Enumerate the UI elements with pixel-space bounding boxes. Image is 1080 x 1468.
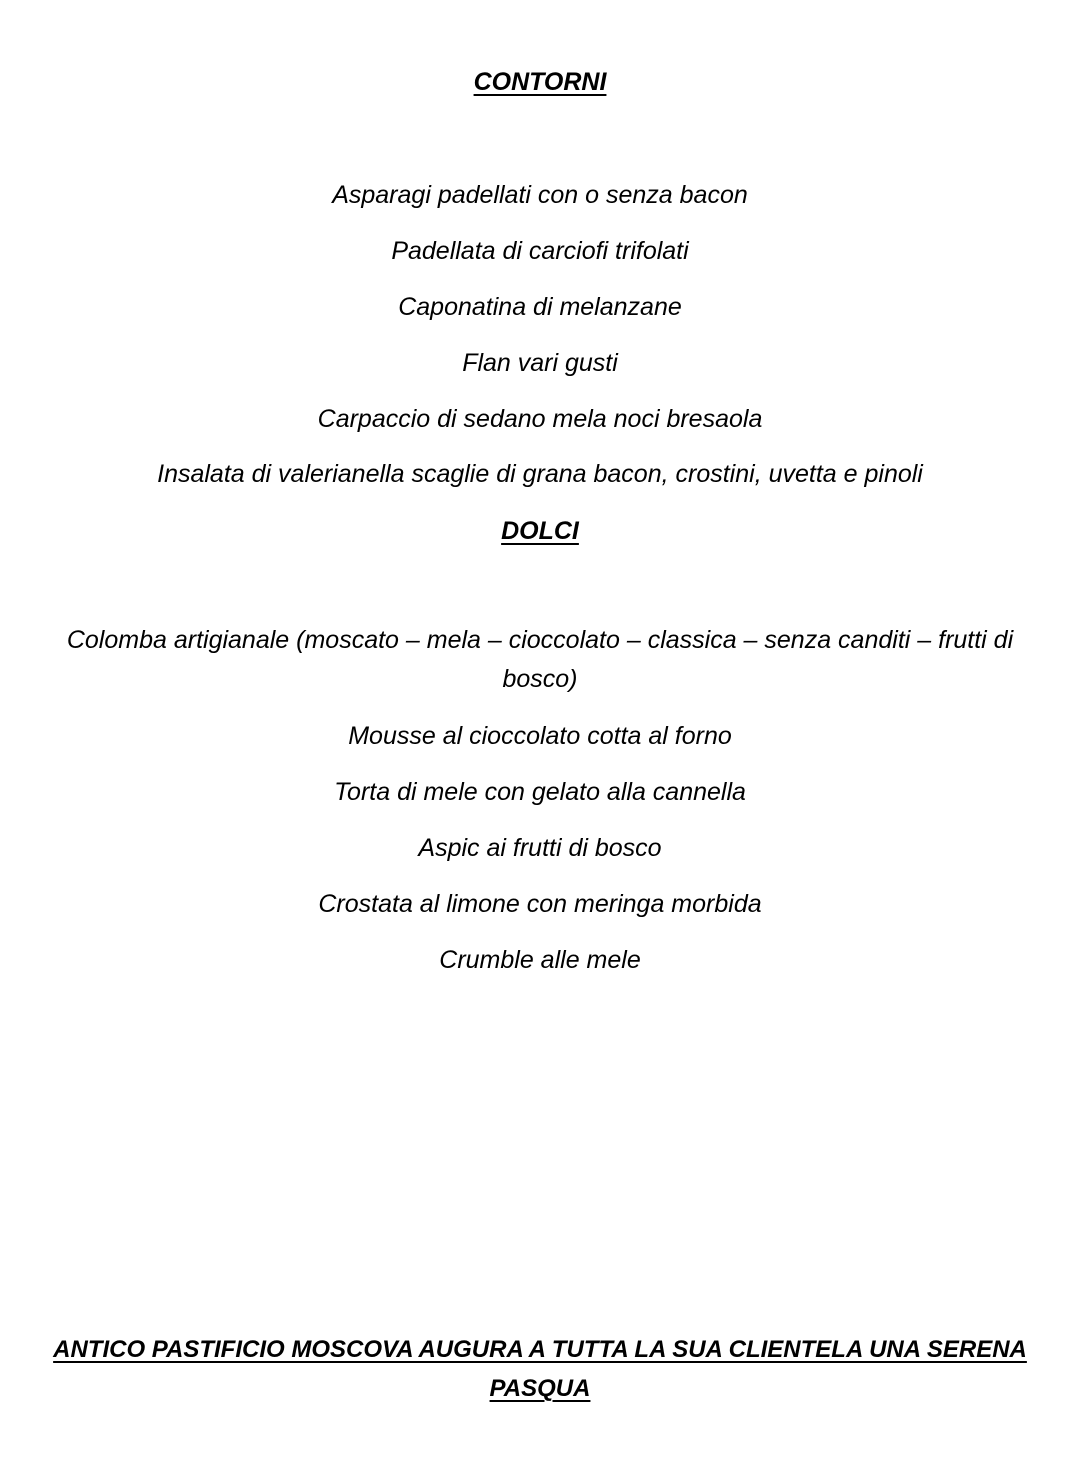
dolci-item: Torta di mele con gelato alla cannella xyxy=(334,778,746,806)
contorni-item: Carpaccio di sedano mela noci bresaola xyxy=(317,405,763,433)
contorni-item: Asparagi padellati con o senza bacon xyxy=(332,181,748,209)
dolci-item: Aspic ai frutti di bosco xyxy=(418,834,662,862)
dolci-item: Colomba artigianale (moscato – mela – cioccolato – classica – senza canditi – frutti di bosco) xyxy=(66,626,1014,693)
dolci-item: Crostata al limone con meringa morbida xyxy=(318,890,762,918)
dolci-item: Crumble alle mele xyxy=(439,946,641,974)
contorni-item: Flan vari gusti xyxy=(462,349,618,377)
footer-greeting: ANTICO PASTIFICIO MOSCOVA AUGURA A TUTTA LA SUA CLIENTELA UNA SERENA PASQUA xyxy=(53,1336,1027,1402)
contorni-item: Insalata di valerianella scaglie di grana bacon, crostini, uvetta e pinoli xyxy=(157,460,923,488)
dolci-item: Mousse al cioccolato cotta al forno xyxy=(348,722,732,750)
contorni-heading: CONTORNI xyxy=(473,68,607,96)
dolci-heading: DOLCI xyxy=(501,517,579,545)
contorni-item: Padellata di carciofi trifolati xyxy=(391,237,689,265)
contorni-item: Caponatina di melanzane xyxy=(398,293,682,321)
